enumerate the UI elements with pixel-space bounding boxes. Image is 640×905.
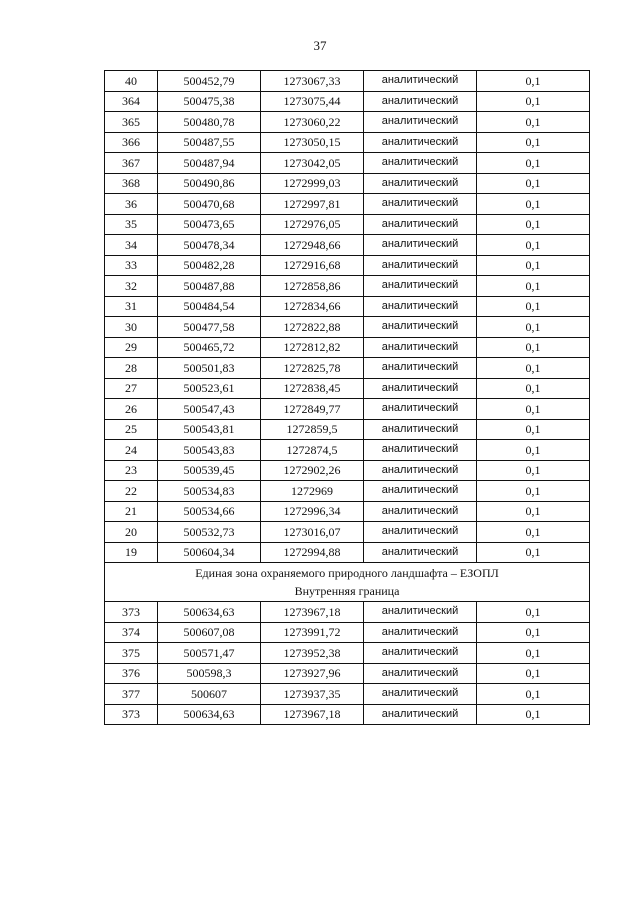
table-row (105, 460, 590, 481)
point-number-cell: 366 (105, 132, 158, 153)
table-body-outer-boundary (105, 71, 590, 563)
accuracy-cell: 0,1 (477, 440, 590, 461)
accuracy-cell: 0,1 (477, 71, 590, 92)
method-cell: аналитический (364, 704, 477, 725)
accuracy-cell: 0,1 (477, 255, 590, 276)
x-coordinate-cell: 500607,08 (158, 622, 261, 643)
table-row (105, 663, 590, 684)
method-cell: аналитический (364, 522, 477, 543)
table-row (105, 71, 590, 92)
table-row (105, 112, 590, 133)
table-row (105, 542, 590, 563)
table-row (105, 91, 590, 112)
method-cell: аналитический (364, 296, 477, 317)
table-section-header-group (105, 563, 590, 602)
table-row (105, 704, 590, 725)
x-coordinate-cell: 500482,28 (158, 255, 261, 276)
point-number-cell: 376 (105, 663, 158, 684)
accuracy-cell: 0,1 (477, 91, 590, 112)
point-number-cell: 373 (105, 602, 158, 623)
table-row (105, 440, 590, 461)
table-body-inner-boundary (105, 602, 590, 725)
accuracy-cell: 0,1 (477, 501, 590, 522)
point-number-cell: 34 (105, 235, 158, 256)
y-coordinate-cell: 1273967,18 (261, 602, 364, 623)
x-coordinate-cell: 500470,68 (158, 194, 261, 215)
x-coordinate-cell: 500475,38 (158, 91, 261, 112)
y-coordinate-cell: 1273016,07 (261, 522, 364, 543)
x-coordinate-cell: 500473,65 (158, 214, 261, 235)
y-coordinate-cell: 1272825,78 (261, 358, 364, 379)
point-number-cell: 368 (105, 173, 158, 194)
x-coordinate-cell: 500543,83 (158, 440, 261, 461)
point-number-cell: 22 (105, 481, 158, 502)
table-row (105, 214, 590, 235)
table-row (105, 602, 590, 623)
x-coordinate-cell: 500634,63 (158, 602, 261, 623)
coordinates-table (104, 70, 590, 725)
accuracy-cell: 0,1 (477, 522, 590, 543)
accuracy-cell: 0,1 (477, 276, 590, 297)
point-number-cell: 33 (105, 255, 158, 276)
point-number-cell: 25 (105, 419, 158, 440)
y-coordinate-cell: 1272969 (261, 481, 364, 502)
point-number-cell: 29 (105, 337, 158, 358)
page-number: 37 (313, 38, 327, 53)
point-number-cell: 19 (105, 542, 158, 563)
accuracy-cell: 0,1 (477, 358, 590, 379)
point-number-cell: 26 (105, 399, 158, 420)
table-row (105, 173, 590, 194)
method-cell: аналитический (364, 643, 477, 664)
section-title: Единая зона охраняемого природного ландшафта – ЕЗОПЛ (195, 566, 499, 580)
x-coordinate-cell: 500501,83 (158, 358, 261, 379)
method-cell: аналитический (364, 91, 477, 112)
method-cell: аналитический (364, 622, 477, 643)
y-coordinate-cell: 1272874,5 (261, 440, 364, 461)
x-coordinate-cell: 500477,58 (158, 317, 261, 338)
accuracy-cell: 0,1 (477, 643, 590, 664)
method-cell: аналитический (364, 337, 477, 358)
y-coordinate-cell: 1272999,03 (261, 173, 364, 194)
x-coordinate-cell: 500487,94 (158, 153, 261, 174)
accuracy-cell: 0,1 (477, 214, 590, 235)
y-coordinate-cell: 1273067,33 (261, 71, 364, 92)
table-row (105, 399, 590, 420)
table-row (105, 481, 590, 502)
x-coordinate-cell: 500547,43 (158, 399, 261, 420)
accuracy-cell: 0,1 (477, 112, 590, 133)
point-number-cell: 40 (105, 71, 158, 92)
accuracy-cell: 0,1 (477, 704, 590, 725)
table-row (105, 194, 590, 215)
y-coordinate-cell: 1272858,86 (261, 276, 364, 297)
y-coordinate-cell: 1272976,05 (261, 214, 364, 235)
point-number-cell: 367 (105, 153, 158, 174)
y-coordinate-cell: 1273050,15 (261, 132, 364, 153)
table-row (105, 501, 590, 522)
accuracy-cell: 0,1 (477, 194, 590, 215)
method-cell: аналитический (364, 663, 477, 684)
table-row (105, 522, 590, 543)
point-number-cell: 374 (105, 622, 158, 643)
y-coordinate-cell: 1272902,26 (261, 460, 364, 481)
point-number-cell: 20 (105, 522, 158, 543)
y-coordinate-cell: 1272812,82 (261, 337, 364, 358)
y-coordinate-cell: 1273937,35 (261, 684, 364, 705)
accuracy-cell: 0,1 (477, 419, 590, 440)
method-cell: аналитический (364, 440, 477, 461)
point-number-cell: 21 (105, 501, 158, 522)
point-number-cell: 23 (105, 460, 158, 481)
method-cell: аналитический (364, 276, 477, 297)
x-coordinate-cell: 500604,34 (158, 542, 261, 563)
method-cell: аналитический (364, 173, 477, 194)
method-cell: аналитический (364, 542, 477, 563)
y-coordinate-cell: 1272834,66 (261, 296, 364, 317)
y-coordinate-cell: 1273952,38 (261, 643, 364, 664)
section-header-row (105, 563, 590, 602)
accuracy-cell: 0,1 (477, 378, 590, 399)
accuracy-cell: 0,1 (477, 173, 590, 194)
method-cell: аналитический (364, 132, 477, 153)
method-cell: аналитический (364, 602, 477, 623)
x-coordinate-cell: 500532,73 (158, 522, 261, 543)
accuracy-cell: 0,1 (477, 235, 590, 256)
accuracy-cell: 0,1 (477, 663, 590, 684)
y-coordinate-cell: 1273060,22 (261, 112, 364, 133)
method-cell: аналитический (364, 358, 477, 379)
method-cell: аналитический (364, 317, 477, 338)
table-row (105, 643, 590, 664)
method-cell: аналитический (364, 378, 477, 399)
table-row (105, 684, 590, 705)
point-number-cell: 28 (105, 358, 158, 379)
section-header-cell (105, 563, 590, 602)
x-coordinate-cell: 500452,79 (158, 71, 261, 92)
x-coordinate-cell: 500534,66 (158, 501, 261, 522)
accuracy-cell: 0,1 (477, 337, 590, 358)
point-number-cell: 31 (105, 296, 158, 317)
y-coordinate-cell: 1273967,18 (261, 704, 364, 725)
method-cell: аналитический (364, 194, 477, 215)
x-coordinate-cell: 500534,83 (158, 481, 261, 502)
point-number-cell: 364 (105, 91, 158, 112)
accuracy-cell: 0,1 (477, 684, 590, 705)
accuracy-cell: 0,1 (477, 622, 590, 643)
table-row (105, 317, 590, 338)
y-coordinate-cell: 1272997,81 (261, 194, 364, 215)
accuracy-cell: 0,1 (477, 481, 590, 502)
accuracy-cell: 0,1 (477, 602, 590, 623)
point-number-cell: 377 (105, 684, 158, 705)
table-row (105, 358, 590, 379)
x-coordinate-cell: 500487,55 (158, 132, 261, 153)
method-cell: аналитический (364, 481, 477, 502)
y-coordinate-cell: 1272849,77 (261, 399, 364, 420)
x-coordinate-cell: 500478,34 (158, 235, 261, 256)
y-coordinate-cell: 1272822,88 (261, 317, 364, 338)
accuracy-cell: 0,1 (477, 542, 590, 563)
x-coordinate-cell: 500598,3 (158, 663, 261, 684)
table-row (105, 419, 590, 440)
x-coordinate-cell: 500607 (158, 684, 261, 705)
table-row (105, 337, 590, 358)
point-number-cell: 30 (105, 317, 158, 338)
table-row (105, 235, 590, 256)
accuracy-cell: 0,1 (477, 153, 590, 174)
y-coordinate-cell: 1273991,72 (261, 622, 364, 643)
accuracy-cell: 0,1 (477, 399, 590, 420)
method-cell: аналитический (364, 235, 477, 256)
method-cell: аналитический (364, 460, 477, 481)
method-cell: аналитический (364, 153, 477, 174)
method-cell: аналитический (364, 684, 477, 705)
point-number-cell: 36 (105, 194, 158, 215)
accuracy-cell: 0,1 (477, 317, 590, 338)
method-cell: аналитический (364, 112, 477, 133)
table-row (105, 296, 590, 317)
accuracy-cell: 0,1 (477, 132, 590, 153)
x-coordinate-cell: 500539,45 (158, 460, 261, 481)
y-coordinate-cell: 1272996,34 (261, 501, 364, 522)
x-coordinate-cell: 500465,72 (158, 337, 261, 358)
y-coordinate-cell: 1272916,68 (261, 255, 364, 276)
table-row (105, 255, 590, 276)
section-subtitle: Внутренняя граница (294, 584, 400, 598)
table-row (105, 622, 590, 643)
x-coordinate-cell: 500484,54 (158, 296, 261, 317)
x-coordinate-cell: 500523,61 (158, 378, 261, 399)
table-row (105, 276, 590, 297)
point-number-cell: 24 (105, 440, 158, 461)
y-coordinate-cell: 1272859,5 (261, 419, 364, 440)
point-number-cell: 32 (105, 276, 158, 297)
accuracy-cell: 0,1 (477, 460, 590, 481)
x-coordinate-cell: 500571,47 (158, 643, 261, 664)
y-coordinate-cell: 1272838,45 (261, 378, 364, 399)
point-number-cell: 27 (105, 378, 158, 399)
x-coordinate-cell: 500543,81 (158, 419, 261, 440)
y-coordinate-cell: 1272948,66 (261, 235, 364, 256)
point-number-cell: 365 (105, 112, 158, 133)
x-coordinate-cell: 500490,86 (158, 173, 261, 194)
point-number-cell: 375 (105, 643, 158, 664)
y-coordinate-cell: 1272994,88 (261, 542, 364, 563)
method-cell: аналитический (364, 71, 477, 92)
x-coordinate-cell: 500487,88 (158, 276, 261, 297)
y-coordinate-cell: 1273075,44 (261, 91, 364, 112)
y-coordinate-cell: 1273927,96 (261, 663, 364, 684)
table-row (105, 132, 590, 153)
accuracy-cell: 0,1 (477, 296, 590, 317)
method-cell: аналитический (364, 399, 477, 420)
method-cell: аналитический (364, 419, 477, 440)
method-cell: аналитический (364, 255, 477, 276)
x-coordinate-cell: 500480,78 (158, 112, 261, 133)
point-number-cell: 373 (105, 704, 158, 725)
y-coordinate-cell: 1273042,05 (261, 153, 364, 174)
table-row (105, 378, 590, 399)
method-cell: аналитический (364, 214, 477, 235)
method-cell: аналитический (364, 501, 477, 522)
x-coordinate-cell: 500634,63 (158, 704, 261, 725)
table-row (105, 153, 590, 174)
point-number-cell: 35 (105, 214, 158, 235)
